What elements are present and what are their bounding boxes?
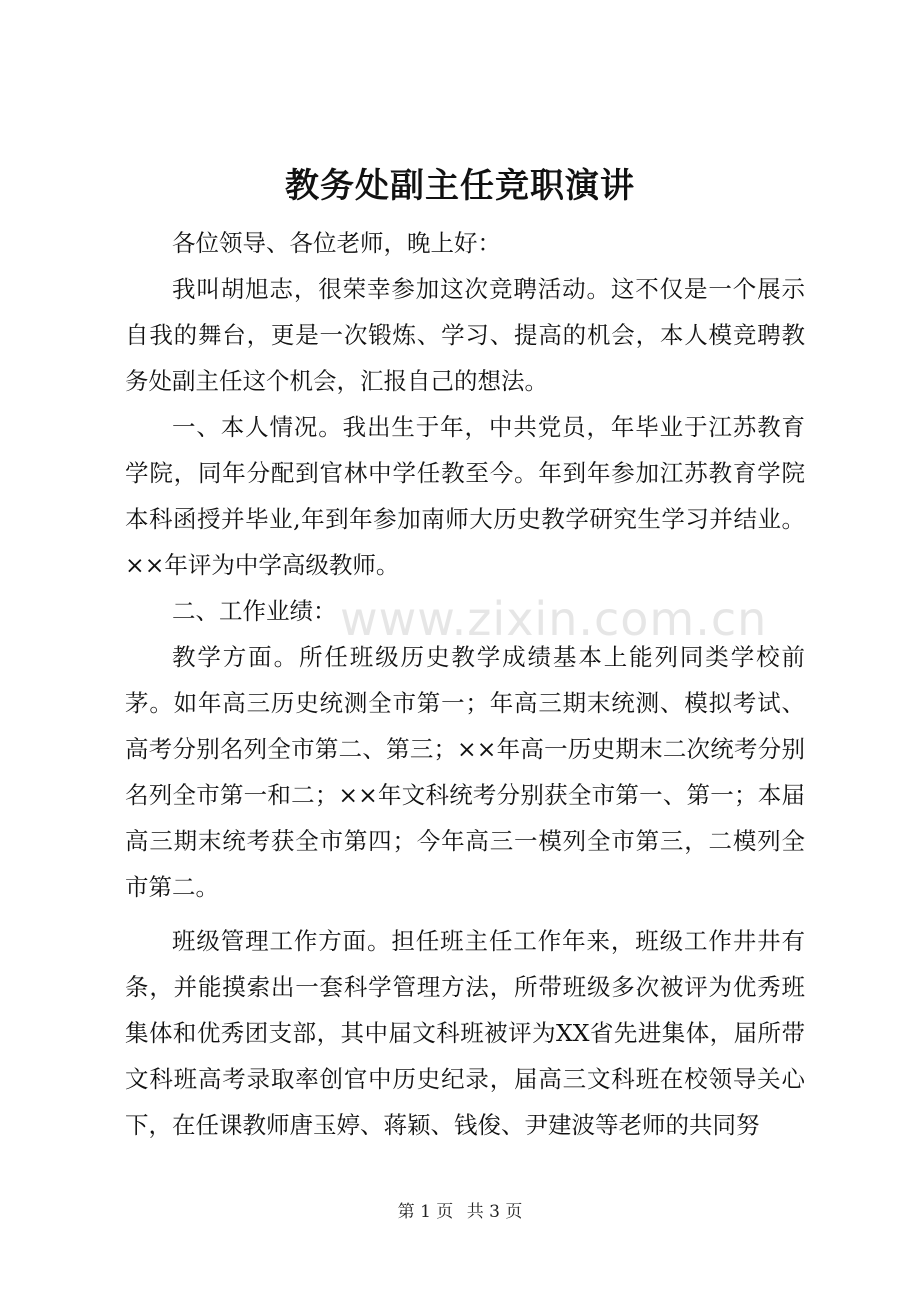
paragraph-introduction: 我叫胡旭志，很荣幸参加这次竞聘活动。这不仅是一个展示自我的舞台，更是一次锻炼、学习、提高的机会，本人模竞聘教务处副主任这个机会，汇报自己的想法。 <box>125 275 805 395</box>
page-total: 共 3 页 <box>466 1202 523 1222</box>
document-title: 教务处副主任竞职演讲 <box>285 166 635 206</box>
document-body <box>125 220 805 1148</box>
page-footer <box>0 1200 920 1224</box>
paragraph-class-management: 班级管理工作方面。担任班主任工作年来，班级工作井井有条，并能摸索出一套科学管理方法，所带班级多次被评为优秀班集体和优秀团支部，其中届文科班被评为XX省先进集体，届所带文科班高考录取率创官中历史纪录，届高三文科班在校领导关心下，在任课教师唐玉婷、蒋颖、钱俊、尹建波等老师的共同努 <box>125 927 805 1139</box>
page-number: 第 1 页 <box>397 1202 454 1222</box>
paragraph-teaching: 教学方面。所任班级历史教学成绩基本上能列同类学校前茅。如年高三历史统测全市第一；年高三期末统测、模拟考试、高考分别名列全市第二、第三；××年高一历史期末二次统考分别名列全市第一和二；××年文科统考分别获全市第一、第一；本届高三期末统考获全市第四；今年高三一模列全市第三，二模列全市第二。 <box>125 643 805 901</box>
paragraph-greeting: 各位领导、各位老师，晚上好： <box>172 229 501 257</box>
paragraph-personal-info: 一、本人情况。我出生于年，中共党员，年毕业于江苏教育学院，同年分配到官林中学任教至今。年到年参加江苏教育学院本科函授并毕业,年到年参加南师大历史教学研究生学习并结业。××年评为中学高级教师。 <box>125 413 805 579</box>
paragraph-section-heading: 二、工作业绩： <box>172 597 337 625</box>
watermark: www.zixin.com.cn <box>340 592 768 646</box>
